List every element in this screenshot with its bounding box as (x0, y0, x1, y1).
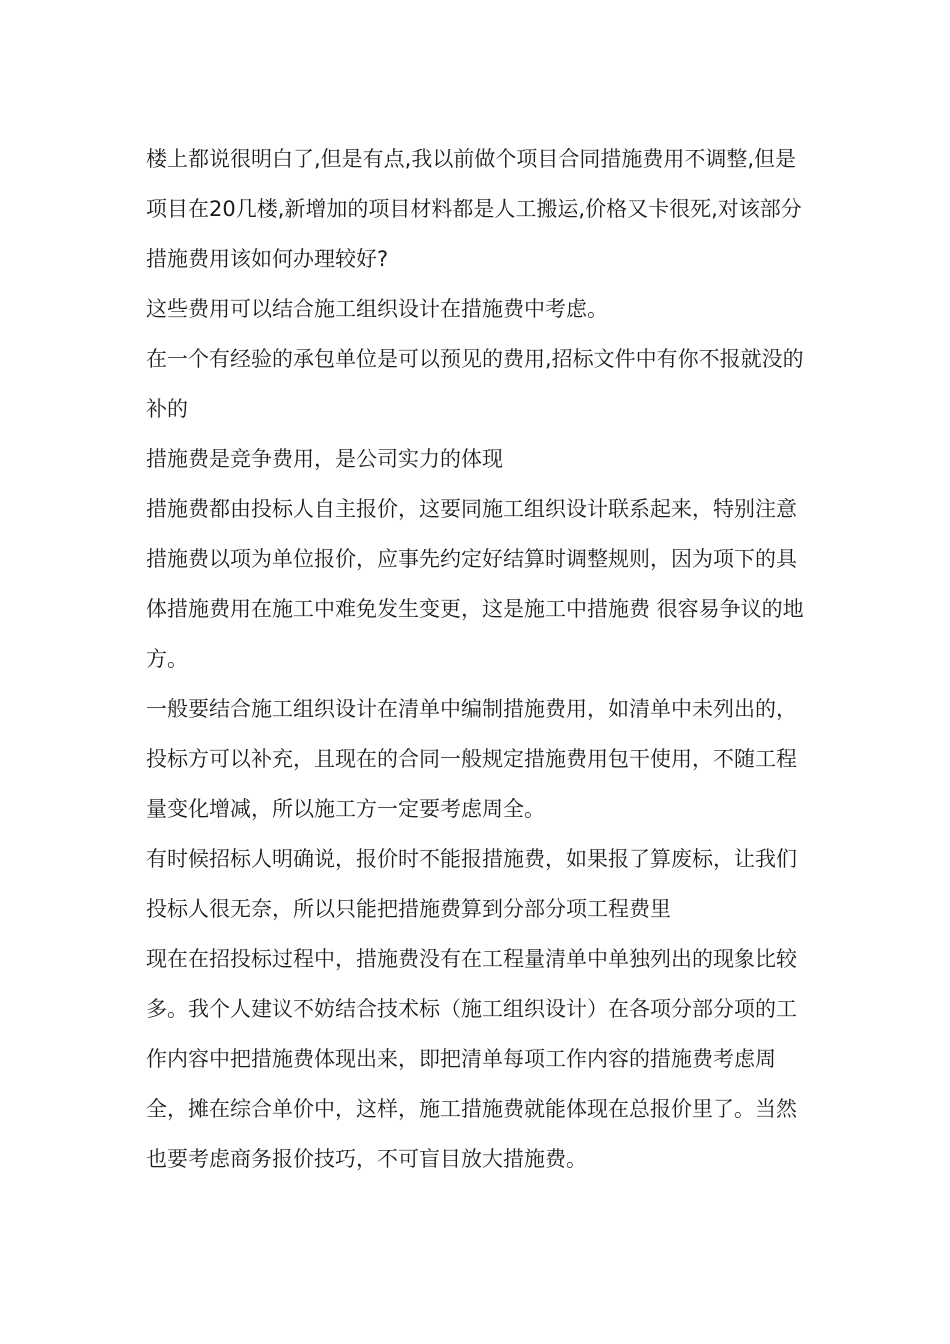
paragraph-reply-2: 在一个有经验的承包单位是可以预见的费用,招标文件中有你不报就没的补的 (146, 347, 804, 421)
paragraph-reply-7: 现在在招投标过程中，措施费没有在工程量清单中单独列出的现象比较多。我个人建议不妨结合技术标（施工组织设计）在各项分部分项的工作内容中把措施费体现出来，即把清单每项工作内容的措施费考虑周全，摊在综合单价中，这样，施工措施费就能体现在总报价里了。当然也要考虑商务报价技巧，不可盲目放大措施费。 (146, 947, 797, 1171)
paragraph-question: 楼上都说很明白了,但是有点,我以前做个项目合同措施费用不调整,但是项目在20几楼,新增加的项目材料都是人工搬运,价格又卡很死,对该部分措施费用该如何办理较好? (146, 147, 802, 271)
document-body (146, 134, 811, 1184)
paragraph-reply-3: 措施费是竞争费用，是公司实力的体现 (146, 447, 503, 471)
paragraph-reply-4: 措施费都由投标人自主报价，这要同施工组织设计联系起来，特别注意 措施费以项为单位报价，应事先约定好结算时调整规则，因为项下的具体措施费用在施工中难免发生变更，这是施工中措施费 很容易争议的地方。 (146, 497, 804, 671)
paragraph-reply-6: 有时候招标人明确说，报价时不能报措施费，如果报了算废标，让我们投标人很无奈，所以只能把措施费算到分部分项工程费里 (146, 847, 797, 921)
paragraph-reply-1: 这些费用可以结合施工组织设计在措施费中考虑。 (146, 297, 608, 321)
paragraph-reply-5: 一般要结合施工组织设计在清单中编制措施费用，如清单中未列出的，投标方可以补充，且现在的合同一般规定措施费用包干使用，不随工程量变化增减，所以施工方一定要考虑周全。 (146, 697, 797, 821)
